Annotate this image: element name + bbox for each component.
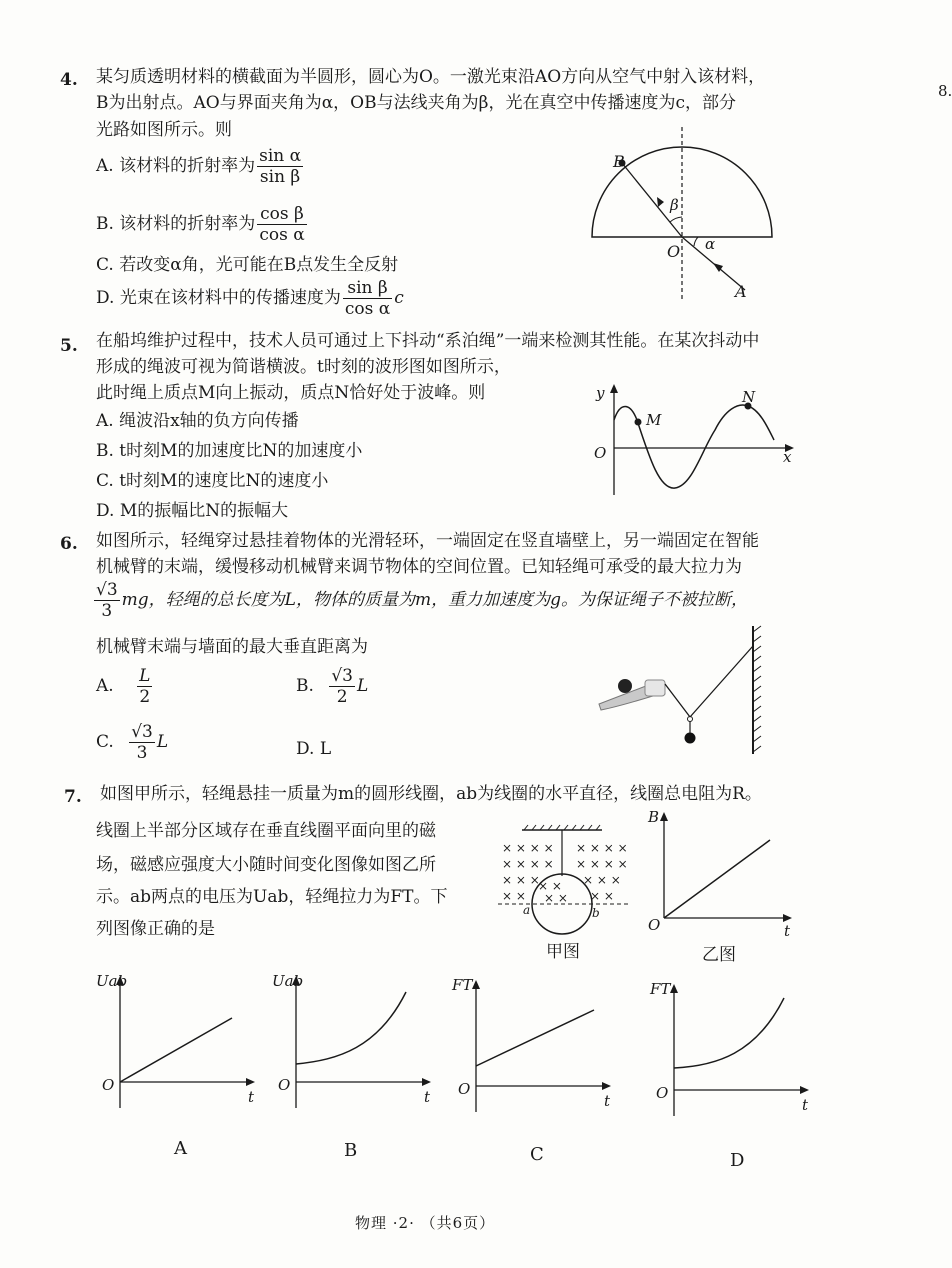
label-o: O (594, 444, 607, 462)
q7-number: 7. (64, 787, 82, 807)
label-x: x (783, 448, 792, 466)
rope-right (690, 646, 753, 717)
q7-stem-2: 线圈上半部分区域存在垂直线圈平面向里的磁 (96, 821, 436, 841)
q6-stem-3-line (92, 580, 748, 621)
t-label: t (802, 1096, 809, 1114)
label-n: N (742, 388, 756, 406)
t-axis-arrow (800, 1086, 809, 1094)
svg-text:× × × ×: × × × × (576, 841, 628, 855)
q6-force-denominator: 3 (101, 601, 113, 621)
q4-option-d-numerator: sin β (343, 278, 392, 299)
page-footer: 物理 ·2· （共6页） (355, 1214, 496, 1232)
label-b: B (648, 808, 660, 826)
q6-option-b-l: L (356, 676, 369, 696)
smooth-ring (688, 717, 693, 722)
q7-b-t-graph (640, 806, 800, 940)
svg-text:× ×: × × (502, 889, 526, 903)
label-o: O (648, 916, 661, 934)
q6-option-a-numerator: L (139, 666, 151, 686)
q5-number: 5. (60, 336, 78, 356)
y-axis-arrow (472, 980, 480, 989)
q4-option-d-text: D. 光束在该材料中的传播速度为 (96, 288, 341, 308)
t-axis-arrow (422, 1078, 431, 1086)
graph-curve (674, 998, 784, 1068)
label-m: M (646, 411, 662, 429)
q6-stem-2: 机械臂的末端，缓慢移动机械臂来调节物体的空间位置。已知轻绳可承受的最大拉力为 (96, 557, 742, 577)
answer-graph-c[interactable] (448, 972, 618, 1122)
q7-stem-4: 示。ab两点的电压为Uab，轻绳拉力为FT。下 (96, 887, 448, 907)
label-alpha: α (705, 235, 716, 253)
q4-option-d-denominator: cos α (344, 299, 391, 319)
svg-text:× × ×: × × × (502, 873, 540, 887)
y-axis-label: Uab (96, 972, 128, 990)
fig-yi-caption: 乙图 (702, 945, 736, 965)
q4-stem-1: 某匀质透明材料的横截面为半圆形，圆心为O。一激光束沿AO方向从空气中射入该材料， (96, 67, 766, 87)
y-axis-arrow (670, 984, 678, 993)
t-label: t (248, 1088, 255, 1106)
label-beta: β (670, 196, 679, 214)
q4-option-d-c: c (394, 288, 404, 308)
t-label: t (424, 1088, 431, 1106)
hanging-object (685, 733, 696, 744)
q6-option-c-fraction (129, 722, 155, 763)
t-label: t (604, 1092, 611, 1110)
q6-option-b-fraction (329, 666, 355, 707)
q4-number: 4. (60, 70, 78, 90)
q4-option-b-fraction (257, 204, 306, 245)
answer-graph-b[interactable] (268, 968, 438, 1118)
q5-option-a[interactable]: A. 绳波沿x轴的负方向传播 (96, 411, 299, 431)
wall-hatching (753, 626, 761, 752)
q6-option-b-numerator: √3 (331, 666, 353, 686)
t-axis-arrow (246, 1078, 255, 1086)
answer-graph-a[interactable] (92, 968, 262, 1118)
q6-option-c-l: L (156, 732, 169, 752)
q6-option-c-denominator: 3 (136, 743, 148, 763)
refracted-arrow (657, 197, 664, 207)
q5-stem-3: 此时绳上质点M向上振动，质点N恰好处于波峰。则 (96, 383, 486, 403)
label-b: B (613, 152, 625, 171)
q6-stem-4: 机械臂末端与墙面的最大垂直距离为 (96, 637, 368, 657)
q6-number: 6. (60, 534, 78, 554)
t-axis-arrow (602, 1082, 611, 1090)
q7-coil-figure (498, 820, 633, 935)
q5-wave-figure (590, 380, 800, 500)
q4-stem-2: B为出射点。AO与界面夹角为α，OB与法线夹角为β，光在真空中传播速度为c，部分 (96, 93, 736, 113)
label-t: t (784, 922, 791, 940)
b-line (664, 840, 770, 918)
q4-option-a[interactable] (96, 146, 305, 187)
answer-graph-label-c: C (530, 1144, 544, 1165)
label-y: y (596, 384, 605, 402)
q6-option-c-numerator: √3 (131, 722, 153, 742)
robot-arm-knob (618, 679, 632, 693)
q7-stem-5: 列图像正确的是 (96, 919, 215, 939)
q6-option-a-label: A. (96, 676, 114, 696)
label-b: b (592, 906, 600, 920)
q6-option-c-label: C. (96, 732, 114, 752)
alpha-arc (694, 237, 698, 246)
q4-option-b[interactable] (96, 204, 309, 245)
q6-option-d[interactable]: D. L (296, 739, 332, 759)
answer-graph-label-a: A (174, 1138, 187, 1159)
svg-text:× × × ×: × × × × (502, 841, 554, 855)
y-axis-arrow (610, 384, 618, 393)
origin-label: O (102, 1076, 115, 1094)
origin-label: O (458, 1080, 471, 1098)
q6-option-a-fraction (137, 666, 152, 707)
q6-force-numerator: √3 (96, 580, 118, 600)
q6-force-fraction (94, 580, 120, 621)
q6-option-b[interactable] (296, 666, 368, 707)
q4-option-b-text: B. 该材料的折射率为 (96, 214, 256, 234)
q7-stem-1: 如图甲所示，轻绳悬挂一质量为m的圆形线圈，ab为线圈的水平直径，线圈总电阻为R。 (100, 784, 762, 804)
origin-label: O (278, 1076, 291, 1094)
q4-option-a-text: A. 该材料的折射率为 (96, 156, 256, 176)
label-o: O (667, 242, 681, 261)
point-m (635, 419, 642, 426)
q4-option-a-denominator: sin β (259, 167, 301, 187)
svg-text:× ×: × × (544, 891, 568, 905)
edge-mark: 8. (938, 82, 952, 100)
q6-stem-1: 如图所示，轻绳穿过悬挂着物体的光滑轻环，一端固定在竖直墙壁上，另一端固定在智能 (96, 531, 759, 551)
b-axis-arrow (660, 812, 668, 821)
q4-option-d[interactable] (96, 278, 404, 319)
q6-rope-figure (595, 622, 770, 757)
q4-option-a-numerator: sin α (259, 146, 302, 166)
y-axis-label: Uab (272, 972, 304, 990)
svg-text:× × ×: × × × (583, 873, 621, 887)
t-axis-arrow (783, 914, 792, 922)
q6-stem-3: mg，轻绳的总长度为L，物体的质量为m，重力加速度为g。为保证绳子不被拉断， (121, 590, 748, 610)
y-axis-label: FT (650, 980, 671, 998)
q4-stem-3: 光路如图所示。则 (96, 120, 232, 140)
answer-graph-d[interactable] (646, 976, 816, 1126)
q5-option-c[interactable]: C. t时刻M的速度比N的速度小 (96, 471, 329, 491)
q5-option-b[interactable]: B. t时刻M的加速度比N的加速度小 (96, 441, 363, 461)
magnetic-field-crosses (502, 841, 628, 905)
origin-label: O (656, 1084, 669, 1102)
svg-text:× × × ×: × × × × (502, 857, 554, 871)
q4-option-c[interactable]: C. 若改变α角，光可能在B点发生全反射 (96, 255, 399, 275)
rope-left (665, 684, 690, 717)
graph-curve (120, 1018, 232, 1082)
y-axis-label: FT (452, 976, 473, 994)
robot-arm-joint (645, 680, 665, 696)
q4-option-b-numerator: cos β (257, 204, 306, 225)
svg-text:× ×: × × (538, 879, 562, 893)
q6-option-b-label: B. (296, 676, 314, 696)
answer-graph-label-d: D (730, 1150, 745, 1171)
label-a: A (735, 282, 747, 301)
q6-option-a[interactable] (96, 666, 154, 707)
q5-stem-2: 形成的绳波可视为简谐横波。t时刻的波形图如图所示， (96, 357, 511, 377)
q7-stem-3: 场，磁感应强度大小随时间变化图像如图乙所 (96, 855, 436, 875)
q6-option-c[interactable] (96, 722, 168, 763)
q6-option-b-denominator: 2 (336, 687, 348, 707)
q4-option-b-denominator: cos α (259, 225, 305, 245)
fig-jia-caption: 甲图 (546, 942, 580, 962)
q4-semicircle-figure (585, 125, 785, 305)
graph-curve (296, 992, 406, 1064)
graph-curve (476, 1010, 594, 1066)
label-a: a (523, 903, 531, 917)
q4-option-d-fraction (343, 278, 392, 319)
q6-option-a-denominator: 2 (139, 687, 151, 707)
svg-text:× ×: × × (590, 889, 614, 903)
q5-option-d[interactable]: D. M的振幅比N的振幅大 (96, 501, 289, 521)
q4-option-a-fraction (257, 146, 303, 187)
svg-text:× × × ×: × × × × (576, 857, 628, 871)
beta-arc (670, 217, 682, 222)
answer-graph-label-b: B (344, 1140, 358, 1161)
wave-curve (614, 405, 774, 488)
q5-stem-1: 在船坞维护过程中，技术人员可通过上下抖动“系泊绳”一端来检测其性能。在某次抖动中 (96, 331, 760, 351)
